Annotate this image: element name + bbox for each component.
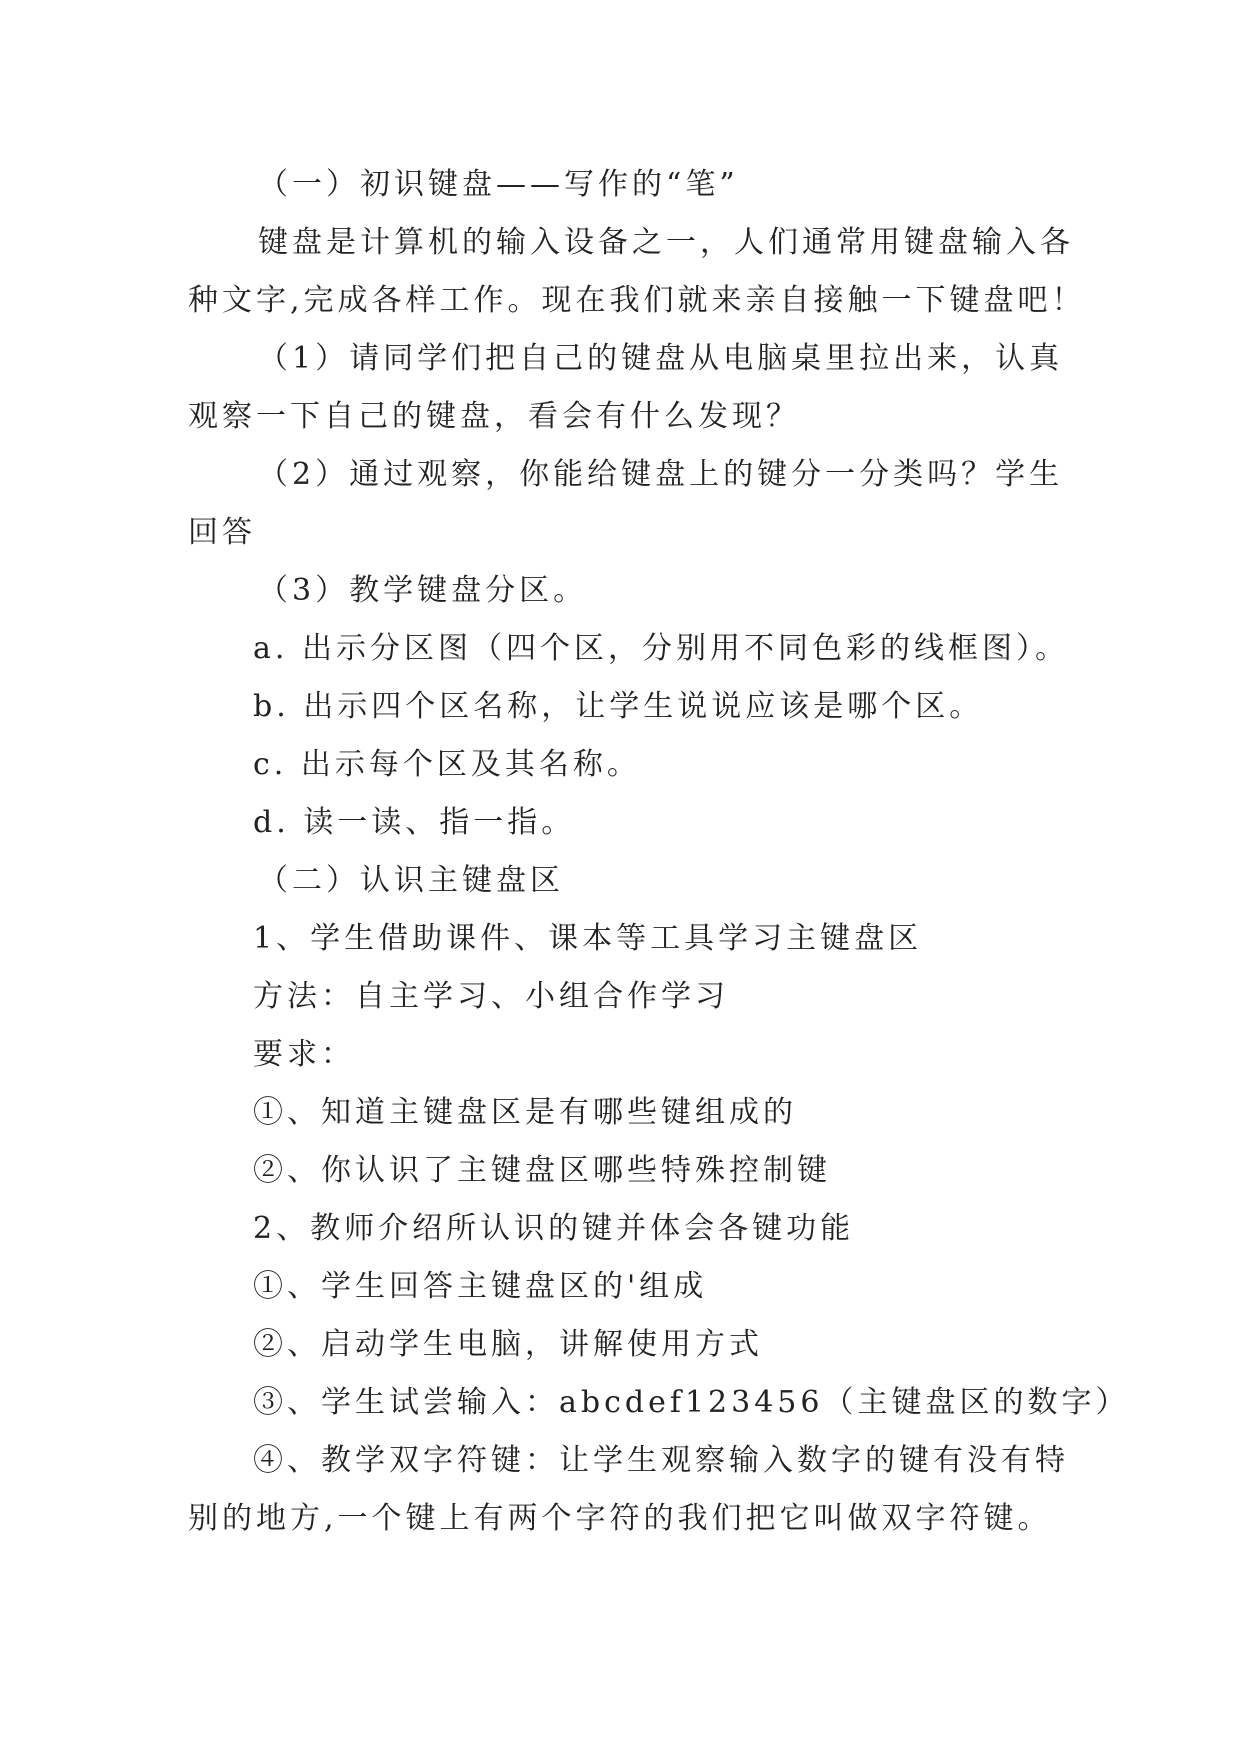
paragraph-line: 1、学生借助课件、课本等工具学习主键盘区	[253, 921, 923, 956]
paragraph-line: （1）请同学们把自己的键盘从电脑桌里拉出来，认真	[258, 341, 1064, 376]
list-item: ②、启动学生电脑，讲解使用方式	[253, 1327, 763, 1362]
list-item: b. 出示四个区名称，让学生说说应该是哪个区。	[253, 689, 984, 724]
paragraph-line: 键盘是计算机的输入设备之一，人们通常用键盘输入各	[258, 225, 1074, 260]
list-item: c. 出示每个区及其名称。	[253, 747, 641, 782]
list-item: ④、教学双字符键：让学生观察输入数字的键有没有特	[253, 1443, 1069, 1478]
list-item: ①、知道主键盘区是有哪些键组成的	[253, 1095, 797, 1130]
list-item: ③、学生试尝输入：abcdef123456（主键盘区的数字）	[253, 1385, 1130, 1420]
paragraph-line: 2、教师介绍所认识的键并体会各键功能	[253, 1211, 855, 1246]
paragraph-line: 观察一下自己的键盘，看会有什么发现？	[188, 399, 800, 434]
list-item: ②、你认识了主键盘区哪些特殊控制键	[253, 1153, 831, 1188]
list-item: a. 出示分区图（四个区，分别用不同色彩的线框图）。	[253, 631, 1069, 666]
section-heading-1: （一）初识键盘——写作的“笔”	[258, 167, 739, 202]
paragraph-line: 别的地方,一个键上有两个字符的我们把它叫做双字符键。	[188, 1501, 1052, 1536]
list-item: ①、学生回答主键盘区的'组成	[253, 1269, 708, 1304]
paragraph-line: 要求：	[253, 1037, 355, 1072]
paragraph-line: （2）通过观察，你能给键盘上的键分一分类吗？学生	[258, 457, 1064, 492]
paragraph-line: （3）教学键盘分区。	[258, 573, 588, 608]
paragraph-line: 种文字,完成各样工作。现在我们就来亲自接触一下键盘吧！	[188, 283, 1086, 318]
list-item: d. 读一读、指一指。	[253, 805, 576, 840]
paragraph-line: 回答	[188, 515, 256, 550]
section-heading-2: （二）认识主键盘区	[258, 863, 564, 898]
paragraph-line: 方法：自主学习、小组合作学习	[253, 979, 729, 1014]
